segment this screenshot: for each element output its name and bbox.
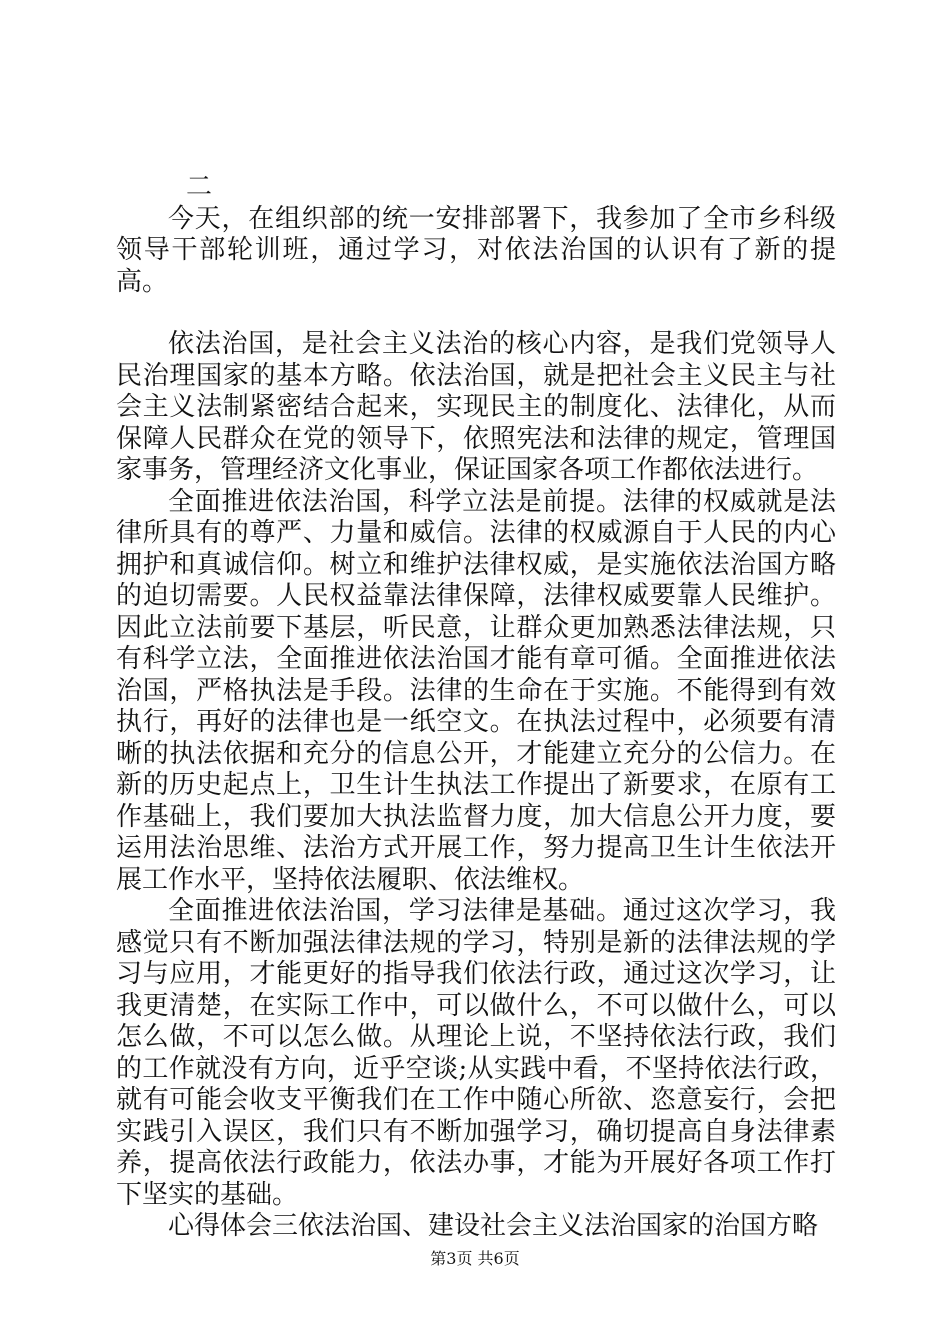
paragraph-rule-of-law-definition: 依法治国，是社会主义法治的核心内容，是我们党领导人民治理国家的基本方略。依法治国，就是把社会主义民主与社会主义法制紧密结合起来，实现民主的制度化、法律化，从而保障人民群众在党的领导下，依照宪法和法律的规定，管理国家事务，管理经济文化事业，保证国家各项工作都依法进行。 (116, 329, 836, 485)
paragraph-learning-law: 全面推进依法治国，学习法律是基础。通过这次学习，我感觉只有不断加强法律法规的学习，特别是新的法律法规的学习与应用，才能更好的指导我们依法行政，通过这次学习，让我更清楚，在实际工作中，可以做什么，不可以做什么，可以怎么做，不可以怎么做。从理论上说，不坚持依法行政，我们的工作就没有方向，近乎空谈;从实践中看，不坚持依法行政，就有可能会收支平衡我们在工作中随心所欲、恣意妄行，会把实践引入误区，我们只有不断加强学习，确切提高自身法律素养，提高依法行政能力，依法办事，才能为开展好各项工作打下坚实的基础。 (116, 896, 836, 1210)
paragraph-experience-three: 心得体会三依法治国、建设社会主义法治国家的治国方略 (168, 1211, 819, 1241)
paragraph-scientific-legislation: 全面推进依法治国，科学立法是前提。法律的权威就是法律所具有的尊严、力量和威信。法律的权威源自于人民的内心拥护和真诚信仰。树立和维护法律权威，是实施依法治国方略的迫切需要。人民权益靠法律保障，法律权威要靠人民维护。因此立法前要下基层，听民意，让群众更加熟悉法律法规，只有科学立法，全面推进依法治国才能有章可循。全面推进依法治国，严格执法是手段。法律的生命在于实施。不能得到有效执行，再好的法律也是一纸空文。在执法过程中，必须要有清晰的执法依据和充分的信息公开，才能建立充分的公信力。在新的历史起点上，卫生计生执法工作提出了新要求，在原有工作基础上，我们要加大执法监督力度，加大信息公开力度，要运用法治思维、法治方式开展工作，努力提高卫生计生依法开展工作水平，坚持依法履职、依法维权。 (116, 486, 836, 895)
page-footer: 第3页 共6页 (430, 1249, 520, 1268)
document-body (116, 172, 836, 1243)
paragraph-intro: 今天，在组织部的统一安排部署下，我参加了全市乡科级领导干部轮训班，通过学习，对依法治国的认识有了新的提高。 (116, 203, 836, 297)
section-mark: 二 (186, 172, 213, 202)
